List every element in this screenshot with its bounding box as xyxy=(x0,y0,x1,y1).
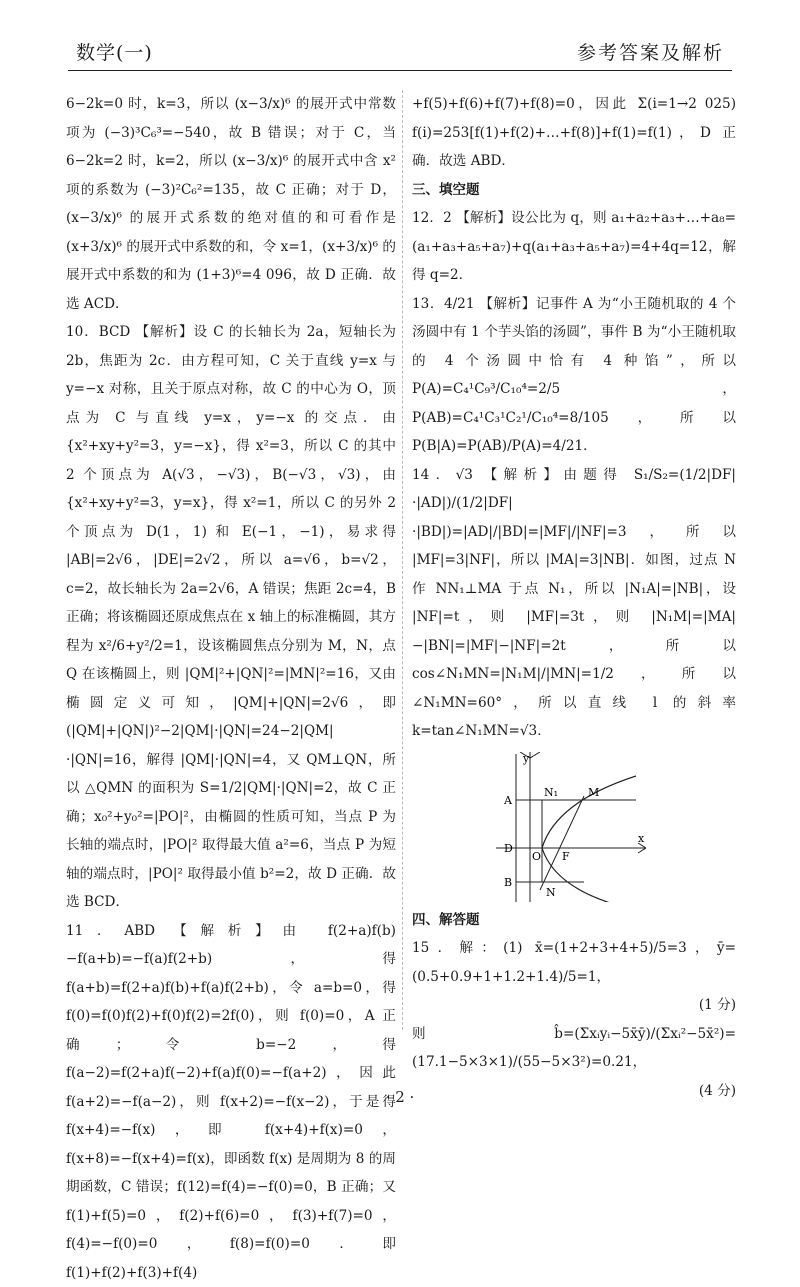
answer-11-continued: +f(5)+f(6)+f(7)+f(8)=0，因此 Σ(i=1→2 025) f(i)=253[f(1)+f(2)+…+f(8)]+f(1)=f(1)，D 正确．故选 ABD． xyxy=(412,90,736,176)
section-fill-blank: 三、填空题 xyxy=(412,176,736,205)
label-A: A xyxy=(503,794,513,807)
answer-13: 13．4/21 【解析】记事件 A 为“小王随机取的 4 个汤圆中有 1 个芋头馅的汤圆”，事件 B 为“小王随机取的 4 个汤圆中恰有 4 种馅”，所以 P(A)=C₄¹C₉³/C₁₀⁴=2/5，P(AB)=C₄¹C₃¹C₂¹/C₁₀⁴=8/105，所以 P(B|A)=P(AB)/P(A)=4/21． xyxy=(412,290,736,461)
label-M: M xyxy=(588,786,599,799)
score-1: (1 分) xyxy=(412,991,736,1020)
score-4: (4 分) xyxy=(412,1077,736,1106)
answer-12: 12．2 【解析】设公比为 q，则 a₁+a₂+a₃+…+a₈=(a₁+a₃+a₅+a₇)+q(a₁+a₃+a₅+a₇)=4+4q=12，解得 q=2． xyxy=(412,204,736,290)
right-column xyxy=(412,90,736,1105)
left-column xyxy=(66,90,396,1287)
header-rule xyxy=(68,70,732,71)
answer-10: 10．BCD 【解析】设 C 的长轴长为 2a，短轴长为 2b，焦距为 2c．由方程可知，C 关于直线 y=x 与 y=−x 对称，且关于原点对称，故 C 的中心为 O，顶点为 C 与直线 y=x，y=−x 的交点．由 {x²+xy+y²=3，y=−x}，得 x²=3，所以 C 的其中 2 个顶点为 A(√3，−√3)，B(−√3，√3)，由 {x²+xy+y²=3，y=x}，得 x²=1，所以 C 的另外 2 个顶点为 D(1，1) 和 E(−1，−1)，易求得 |AB|=2√6，|DE|=2√2，所以 a=√6，b=√2，c=2，故长轴长为 2a=2√6，A 错误；焦距 2c=4，B 正确；将该椭圆还原成焦点在 x 轴上的标准椭圆，其方程为 x²/6+y²/2=1，设该椭圆焦点分别为 M，N，点 Q 在该椭圆上，则 |QM|²+|QN|²=|MN|²=16，又由椭圆定义可知，|QM|+|QN|=2√6，即 (|QM|+|QN|)²−2|QM|·|QN|=24−2|QM|·|QN|=16，解得 |QM|·|QN|=4，又 QM⊥QN，所以 △QMN 的面积为 S=1/2|QM|·|QN|=2，故 C 正确；x₀²+y₀²=|PO|²，由椭圆的性质可知，当点 P 为长轴的端点时，|PO|² 取得最大值 a²=6，当点 P 为短轴的端点时，|PO|² 取得最小值 b²=2，故 D 正确．故选 BCD． xyxy=(66,318,396,917)
page-header xyxy=(68,36,732,66)
section-solutions: 四、解答题 xyxy=(412,906,736,935)
answer-9-continued: 6−2k=0 时，k=3，所以 (x−3/x)⁶ 的展开式中常数项为 (−3)³C₆³=−540，故 B 错误；对于 C，当 6−2k=2 时，k=2，所以 (x−3/x)⁶ 的展开式中含 x² 项的系数为 (−3)²C₆²=135，故 C 正确；对于 D，(x−3/x)⁶ 的展开式系数的绝对值的和可看作是 (x+3/x)⁶ 的展开式中系数的和，令 x=1，(x+3/x)⁶ 的展开式中系数的和为 (1+3)⁶=4 096，故 D 正确．故选 ACD． xyxy=(66,90,396,318)
answer-11: 11．ABD 【解析】由 f(2+a)f(b)−f(a+b)=−f(a)f(2+b)，得 f(a+b)=f(2+a)f(b)+f(a)f(2+b)，令 a=b=0，得 f(0)=f(0)f(2)+f(0)f(2)=2f(0)，则 f(0)=0，A 正确；令 b=−2，得 f(a−2)=f(2+a)f(−2)+f(a)f(0)=−f(a+2)，因此 f(a+2)=−f(a−2)，则 f(x+2)=−f(x−2)，于是得 f(x+4)=−f(x)，即 f(x+4)+f(x)=0，f(x+8)=−f(x+4)=f(x)，即函数 f(x) 是周期为 8 的周期函数，C 错误；f(12)=f(4)=−f(0)=0，B 正确；又 f(1)+f(5)=0，f(2)+f(6)=0，f(3)+f(7)=0，f(4)=−f(0)=0，f(8)=f(0)=0．即 f(1)+f(2)+f(3)+f(4) xyxy=(66,917,396,1287)
label-D: D xyxy=(504,842,513,855)
label-x: x xyxy=(638,832,645,845)
label-y: y xyxy=(522,752,530,765)
label-N: N xyxy=(546,886,556,899)
answer-15-slope: 则 b̂=(Σxᵢyᵢ−5x̄ȳ)/(Σxᵢ²−5x̄²)=(17.1−5×3×1)/(55−5×3²)=0.21， xyxy=(412,1020,736,1077)
label-N1: N₁ xyxy=(544,786,558,799)
subject-title: 数学(一) xyxy=(76,38,153,65)
page-number: · 2 · xyxy=(0,1088,800,1106)
parabola-figure xyxy=(496,752,646,902)
answer-15-means: 15．解：(1) x̄=(1+2+3+4+5)/5=3，ȳ=(0.5+0.9+1+1.2+1.4)/5=1， xyxy=(412,934,736,991)
label-F: F xyxy=(562,850,570,863)
label-B: B xyxy=(504,876,512,889)
answer-14: 14．√3 【解析】由题得 S₁/S₂=(1/2|DF|·|AD|)/(1/2|DF|·|BD|)=|AD|/|BD|=|MF|/|NF|=3，所以 |MF|=3|NF|，所以 |MA|=3|NB|．如图，过点 N 作 NN₁⊥MA 于点 N₁，所以 |N₁A|=|NB|，设 |NF|=t，则 |MF|=3t，则 |N₁M|=|MA|−|BN|=|MF|−|NF|=2t，所以 cos∠N₁MN=|N₁M|/|MN|=1/2，所以 ∠N₁MN=60°，所以直线 l 的斜率 k=tan∠N₁MN=√3． xyxy=(412,461,736,746)
label-O: O xyxy=(532,850,541,863)
section-title: 参考答案及解析 xyxy=(577,38,724,65)
column-divider xyxy=(402,90,403,1030)
